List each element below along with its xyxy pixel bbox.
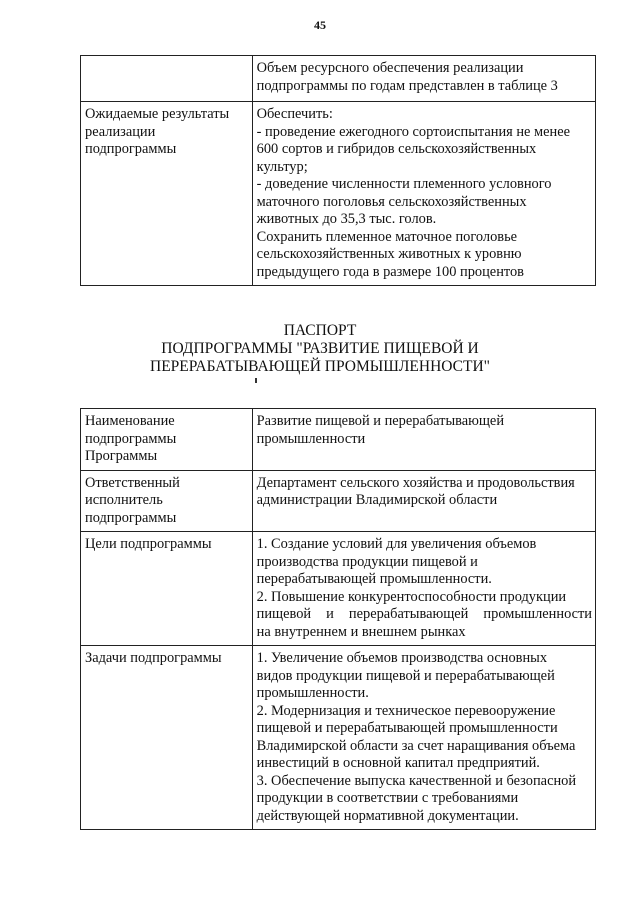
text-line: Цели подпрограммы <box>85 536 212 552</box>
table-row <box>81 409 596 471</box>
text-line: Программы <box>85 448 158 464</box>
text-line: 2. Повышение конкурентоспособности продукции <box>256 588 567 605</box>
text-line: инвестиций в основной капитал предприятий. <box>256 755 540 771</box>
text-line: перерабатывающей промышленности. <box>256 571 492 587</box>
text-line: промышленности. <box>256 685 369 701</box>
text-line: подпрограммы <box>85 430 177 447</box>
text-line: животных до 35,3 тыс. голов. <box>256 211 437 227</box>
table-cell-content <box>252 56 595 102</box>
table-cell-content <box>252 646 595 830</box>
text-line: действующей нормативной документации. <box>256 807 519 824</box>
text-line: Обеспечить: <box>256 106 333 122</box>
text-line: предыдущего года в размере 100 процентов <box>256 263 524 280</box>
table-cell-label <box>81 646 253 830</box>
text-line: промышленности <box>256 430 366 447</box>
text-line: подпрограммы <box>85 509 177 526</box>
text-line: 600 сортов и гибридов сельскохозяйственных <box>256 141 537 157</box>
text-line: 2. Модернизация и техническое перевооружение <box>256 702 556 719</box>
text-line: 1. Увеличение объемов производства основных <box>256 650 548 666</box>
text-line: - проведение ежегодного сортоиспытания не менее <box>256 123 571 140</box>
table-cell-content <box>252 470 595 532</box>
table-cell-content <box>252 409 595 471</box>
passport-title <box>0 322 640 376</box>
text-line: администрации Владимирской области <box>256 492 498 508</box>
text-line: 1. Создание условий для увеличения объемов <box>256 536 537 552</box>
table-row <box>81 470 596 532</box>
passport-title-line: ПАСПОРТ <box>283 322 357 339</box>
text-line: Объем ресурсного обеспечения реализации <box>256 60 524 76</box>
passport-title-line: ПОДПРОГРАММЫ "РАЗВИТИЕ ПИЩЕВОЙ И <box>161 340 479 357</box>
text-line: продукции в соответствии с требованиями <box>256 790 519 806</box>
table-cell-label <box>81 409 253 471</box>
table-row <box>81 56 596 102</box>
text-line: подпрограммы по годам представлен в таблице 3 <box>256 77 558 94</box>
stray-print-mark <box>255 378 257 383</box>
text-line: Ожидаемые результаты <box>85 106 230 122</box>
table-cell-label <box>81 532 253 646</box>
text-line: исполнитель <box>85 492 163 508</box>
continuation-table <box>80 55 596 286</box>
text-line: Ответственный <box>85 474 180 491</box>
text-line: Развитие пищевой и перерабатывающей <box>256 413 505 429</box>
passport-table <box>80 408 596 830</box>
text-line: Департамент сельского хозяйства и продовольствия <box>256 474 575 491</box>
text-line: Задачи подпрограммы <box>85 650 222 666</box>
text-line: Сохранить племенное маточное поголовье <box>256 228 518 245</box>
page-number: 45 <box>314 18 326 32</box>
text-line: подпрограммы <box>85 141 177 157</box>
table-cell-content <box>252 532 595 646</box>
text-line: пищевой и перерабатывающей промышленности <box>256 606 592 622</box>
text-line: производства продукции пищевой и <box>256 553 478 570</box>
table-cell-label <box>81 470 253 532</box>
text-line: 3. Обеспечение выпуска качественной и безопасной <box>256 772 577 789</box>
text-line: маточного поголовья сельскохозяйственных <box>256 193 527 210</box>
table-cell-content <box>252 102 595 286</box>
text-line: сельскохозяйственных животных к уровню <box>256 246 522 262</box>
text-line: на внутреннем и внешнем рынках <box>256 623 466 640</box>
text-line: реализации <box>85 123 156 140</box>
table-row <box>81 646 596 830</box>
text-line: культур; <box>256 158 308 175</box>
text-line: видов продукции пищевой и перерабатывающей <box>256 667 555 684</box>
table-cell-label <box>81 56 253 102</box>
table-row <box>81 532 596 646</box>
text-line: Владимирской области за счет наращивания объема <box>256 737 576 754</box>
passport-title-line: ПЕРЕРАБАТЫВАЮЩЕЙ ПРОМЫШЛЕННОСТИ" <box>150 358 490 375</box>
text-line: Наименование <box>85 413 175 429</box>
text-line: пищевой и перерабатывающей промышленности <box>256 720 558 736</box>
text-line: - доведение численности племенного условного <box>256 176 552 192</box>
table-row <box>81 102 596 286</box>
table-cell-label <box>81 102 253 286</box>
